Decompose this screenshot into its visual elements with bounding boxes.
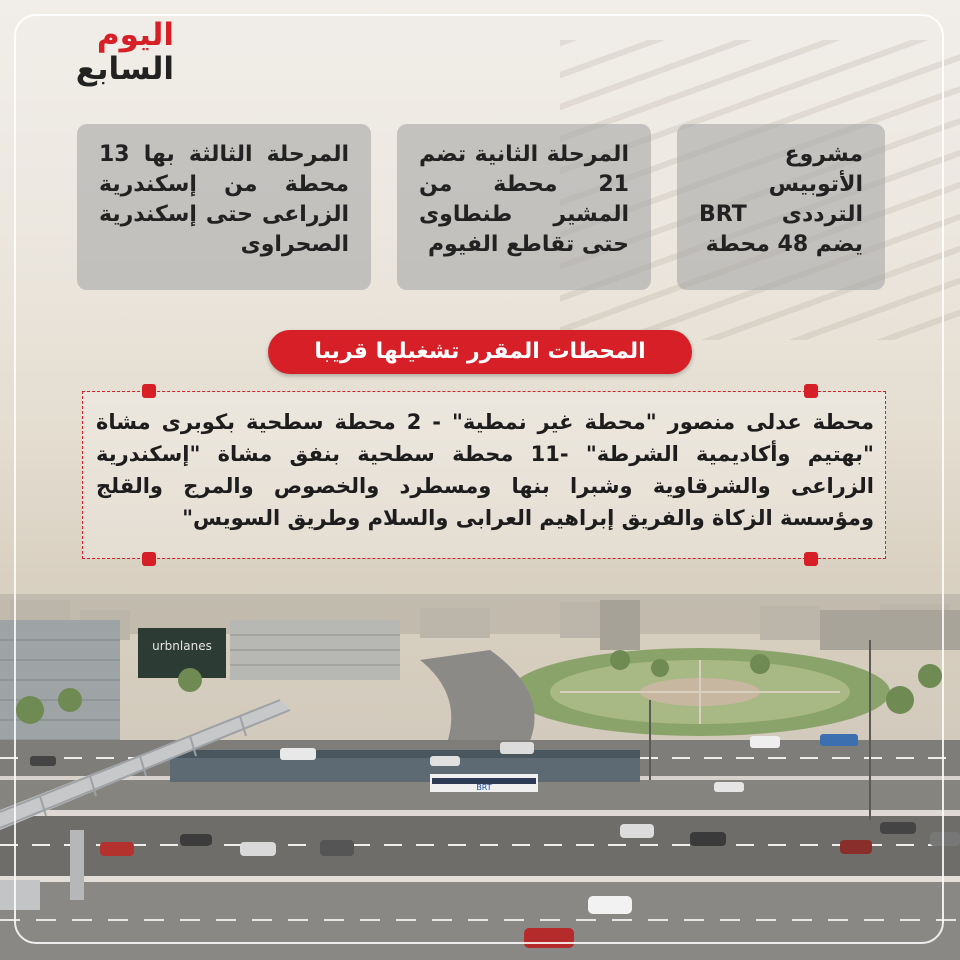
building-left	[0, 620, 120, 760]
billboard-text: urbnlanes	[152, 639, 212, 653]
corner-marker	[804, 552, 818, 566]
logo-line1: اليوم	[96, 17, 174, 53]
corner-marker	[142, 384, 156, 398]
bus-label: BRT	[476, 783, 492, 792]
info-card-phase-two: المرحلة الثانية تضم 21 محطة من المشير طنطاوى حتى تقاطع الفيوم	[397, 124, 651, 290]
highway-photo	[0, 580, 960, 960]
info-card-brt-project: مشروع الأتوبيس الترددى BRT يضم 48 محطة	[677, 124, 885, 290]
billboard	[138, 628, 226, 678]
corner-marker	[142, 552, 156, 566]
info-card-phase-three: المرحلة الثالثة بها 13 محطة من إسكندرية الزراعى حتى إسكندرية الصحراوى	[77, 124, 371, 290]
brand-logo	[76, 18, 174, 94]
logo-line2: السابع	[75, 51, 174, 87]
section-title: المحطات المقرر تشغيلها قريبا	[268, 330, 692, 374]
stations-text: محطة عدلى منصور "محطة غير نمطية" - 2 محطة سطحية بكوبرى مشاة "بهتيم وأكاديمية الشرطة" -11 محطة سطحية بنفق مشاة "إسكندرية الزراعى والشرقاوية وشبرا بنها ومسطرد والخصوص والمرج والقلج ومؤسسة الزكاة والفريق إبراهيم العرابى والسلام وطريق السويس"	[96, 410, 874, 530]
corner-marker	[804, 384, 818, 398]
